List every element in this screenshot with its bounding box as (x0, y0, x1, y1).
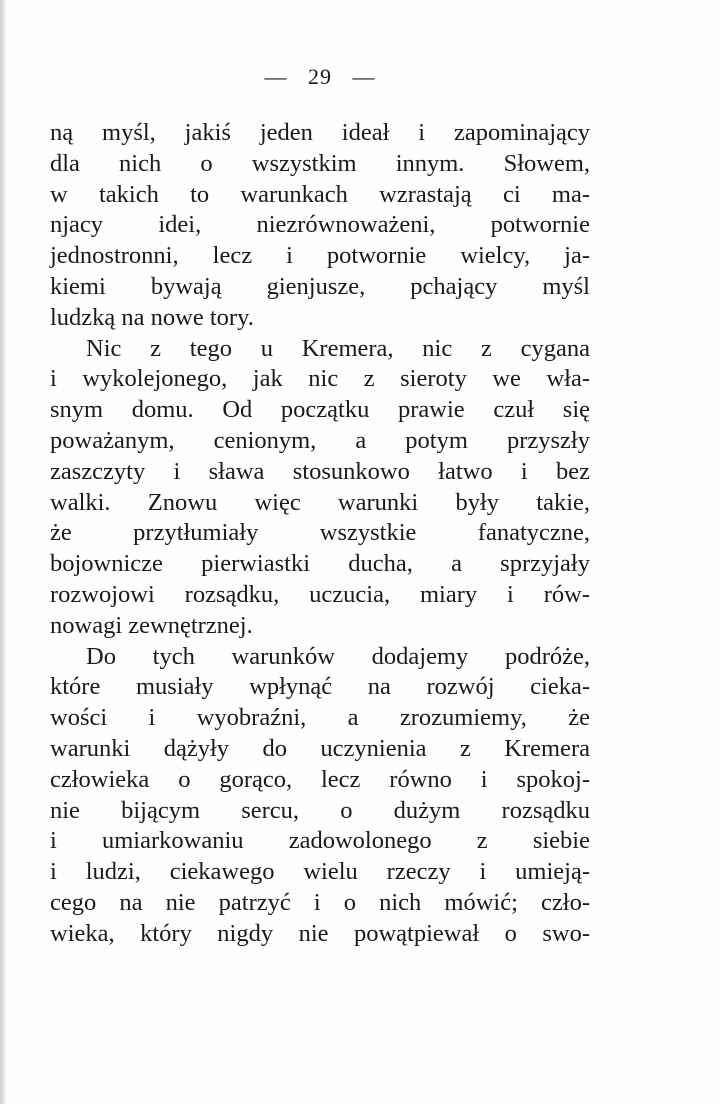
text-line: kiemi bywają gienjusze, pchający myśl (50, 272, 590, 300)
text-line: zaszczyty i sława stosunkowo łatwo i bez (50, 457, 590, 485)
text-line: Do tych warunków dodajemy podróże, (86, 642, 590, 670)
text-line: ną myśl, jakiś jeden ideał i zapominający (50, 119, 590, 146)
text-line: bojownicze pierwiastki ducha, a sprzyjały (50, 550, 590, 578)
text-line: nowagi zewnętrznej. (50, 611, 253, 639)
text-line: jednostronni, lecz i potwornie wielcy, ja- (50, 242, 590, 270)
text-line: że przytłumiały wszystkie fanatyczne, (50, 519, 590, 547)
text-line: i umiarkowaniu zadowolonego z siebie (50, 827, 590, 855)
body-text (50, 118, 590, 950)
page-gutter (0, 0, 6, 1104)
text-line: dla nich o wszystkim innym. Słowem, (50, 149, 590, 177)
text-line: snym domu. Od początku prawie czuł się (50, 396, 590, 424)
text-line: i ludzi, ciekawego wielu rzeczy i umieją- (50, 858, 590, 886)
page-number-header (0, 64, 640, 90)
text-line: Nic z tego u Kremera, nic z cygana (86, 334, 590, 362)
text-line: walki. Znowu więc warunki były takie, (50, 488, 590, 516)
text-line: człowieka o gorąco, lecz równo i spokoj- (50, 765, 590, 793)
page-number-dash-right: — (352, 64, 376, 89)
text-line: nie bijącym sercu, o dużym rozsądku (50, 796, 590, 824)
text-line: wieka, który nigdy nie powątpiewał o swo- (50, 919, 590, 947)
text-line: i wykolejonego, jak nic z sieroty we wła- (50, 365, 590, 393)
text-line: wości i wyobraźni, a zrozumiemy, że (50, 704, 590, 732)
text-line: ludzką na nowe tory. (50, 303, 254, 331)
text-line: rozwojowi rozsądku, uczucia, miary i rów- (50, 580, 590, 608)
text-line: w takich to warunkach wzrastają ci ma- (50, 180, 590, 208)
page-number: 29 (308, 64, 332, 89)
text-line: które musiały wpłynąć na rozwój cieka- (50, 673, 590, 701)
text-line: warunki dążyły do uczynienia z Kremera (50, 734, 590, 762)
text-line: poważanym, cenionym, a potym przyszły (50, 426, 590, 454)
page-number-dash-left: — (264, 64, 288, 89)
text-line: njacy idei, niezrównoważeni, potwornie (50, 211, 590, 239)
text-line: cego na nie patrzyć i o nich mówić; czło- (50, 888, 590, 916)
